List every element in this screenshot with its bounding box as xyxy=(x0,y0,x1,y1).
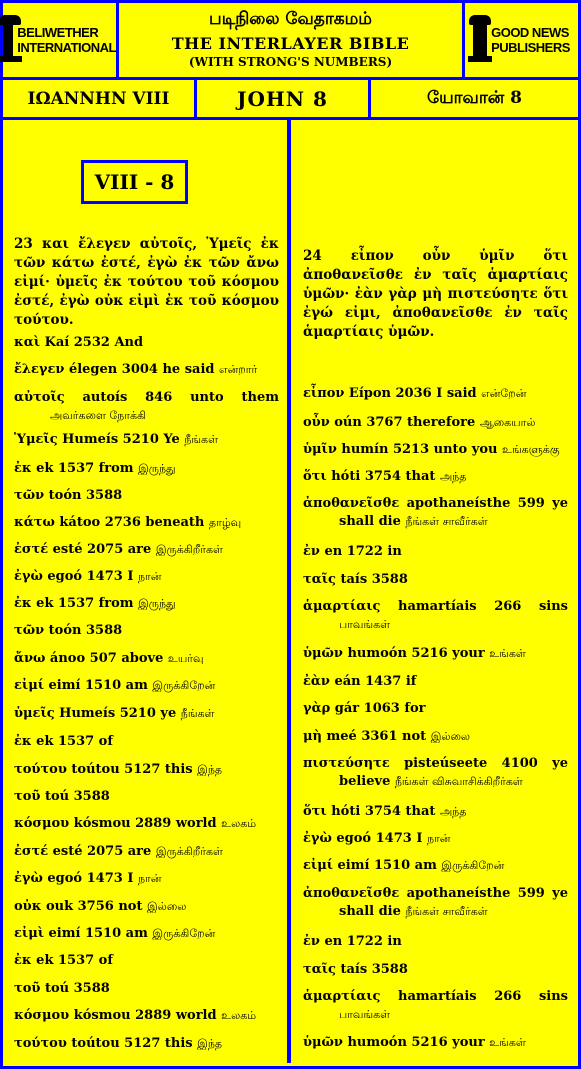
entry-tamil: அவர்களை நோக்கி xyxy=(50,409,147,422)
entry-text: ὅτι hóti 3754 that xyxy=(303,469,436,484)
entry-text: ἐν en 1722 in xyxy=(303,934,402,949)
word-entry xyxy=(303,385,568,403)
entry-tamil: உங்களுக்கு xyxy=(501,443,560,456)
entry-text: ἐγὼ egoó 1473 I xyxy=(14,871,134,886)
entry-tamil: என்றேன் xyxy=(481,387,527,400)
logo-line-1: BELIWETHER xyxy=(17,25,99,40)
entry-text: ὅτι hóti 3754 that xyxy=(303,804,436,819)
entry-text: κόσμου kósmou 2889 world xyxy=(14,1008,217,1023)
entry-tamil: உங்கள் xyxy=(489,1036,526,1049)
title-block xyxy=(116,0,465,80)
entry-text: οὖν oún 3767 therefore xyxy=(303,415,476,430)
entry-tamil: இருக்கிறேன் xyxy=(152,927,216,940)
word-entry xyxy=(303,468,568,486)
entry-tamil: நான் xyxy=(426,832,451,845)
entry-continuation-text: believe xyxy=(339,774,391,789)
word-entry xyxy=(14,487,279,505)
entry-tamil: நீங்கள் சாவீர்கள் xyxy=(405,905,488,918)
column-divider xyxy=(287,117,291,1063)
entry-tamil: நான் xyxy=(137,570,162,583)
word-entry xyxy=(14,843,279,861)
word-entry xyxy=(14,815,279,833)
word-entry xyxy=(14,788,279,806)
entry-text: ἐκ ek 1537 of xyxy=(14,953,113,968)
entry-text: ἀποθανεῖσθε apothaneísthe 599 ye xyxy=(303,496,568,511)
entry-continuation xyxy=(303,1006,568,1024)
entry-text: ὑμεῖς Humeís 5210 ye xyxy=(14,706,177,721)
entry-text: ἐὰν eán 1437 if xyxy=(303,674,417,689)
entry-tamil: ஆகையால் xyxy=(479,416,536,429)
entry-text: ἐν en 1722 in xyxy=(303,544,402,559)
bellwether-logo xyxy=(0,0,119,80)
entry-tamil: அந்த xyxy=(439,805,467,818)
entry-text: αὐτοῖς autoís 846 unto them xyxy=(14,390,279,405)
chapter-label: VIII - 8 xyxy=(81,160,188,204)
entry-tamil: இல்லை xyxy=(430,730,471,743)
entry-tamil: அந்த xyxy=(439,470,467,483)
entry-continuation-text: shall die xyxy=(339,904,401,919)
word-entry xyxy=(303,414,568,432)
entry-tamil: இருந்து xyxy=(138,462,176,475)
entry-tamil: நான் xyxy=(137,872,162,885)
entry-text: ἐστέ esté 2075 are xyxy=(14,844,152,859)
word-entry xyxy=(14,541,279,559)
entry-text: Ὑμεῖς Humeís 5210 Ye xyxy=(14,432,180,447)
entry-tamil: நீங்கள் xyxy=(184,433,218,446)
verse-24-text: 24 εἶπον οὖν ὑμῖν ὅτι ἀποθανεῖσθε ἐν ταῖς ἁμαρτίαις ὑμῶν· ἐὰν γὰρ μὴ πιστεύσητε ὅτι ἐγώ εἰμι, ἀποθανεῖσθε ἐν ταῖς ἁμαρτίαις ὑμῶν. xyxy=(303,248,568,340)
entry-text: πιστεύσητε pisteúseete 4100 ye xyxy=(303,756,568,771)
word-entry xyxy=(14,870,279,888)
entry-tamil: நீங்கள் சாவீர்கள் xyxy=(405,515,488,528)
entry-tamil: உயர்வு xyxy=(167,652,204,665)
word-entry xyxy=(303,598,568,634)
word-entry xyxy=(14,898,279,916)
word-entry xyxy=(14,925,279,943)
word-entry xyxy=(14,361,279,379)
entry-continuation xyxy=(14,407,279,425)
word-entry xyxy=(14,980,279,998)
entry-text: ἐγὼ egoó 1473 I xyxy=(303,831,423,846)
entry-text: ἔλεγεν élegen 3004 he said xyxy=(14,362,215,377)
entry-text: εἰμί eimí 1510 am xyxy=(303,858,437,873)
logo-line-1: GOOD NEWS xyxy=(491,25,569,40)
word-entry xyxy=(303,961,568,979)
entry-tamil: தாழ்வு xyxy=(208,516,242,529)
entry-continuation xyxy=(303,773,568,791)
entry-text: ταῖς taís 3588 xyxy=(303,962,408,977)
entry-text: τούτου toútou 5127 this xyxy=(14,1036,193,1051)
entry-text: ἐκ ek 1537 of xyxy=(14,734,113,749)
entry-continuation xyxy=(303,616,568,634)
word-entry xyxy=(303,441,568,459)
logo-line-2: PUBLISHERS xyxy=(491,40,570,55)
entry-tamil: என்றார் xyxy=(219,363,258,376)
subtitle: (WITH STRONG'S NUMBERS) xyxy=(188,55,393,69)
title-tamil: படிநிலை வேதாகமம் xyxy=(209,9,372,29)
entry-tamil: இந்த xyxy=(197,1037,223,1050)
title-english: THE INTERLAYER BIBLE xyxy=(171,34,410,53)
entry-tamil: உலகம் xyxy=(221,817,257,830)
word-entry xyxy=(14,952,279,970)
word-entry xyxy=(303,543,568,561)
entry-continuation-text: shall die xyxy=(339,514,401,529)
word-entry xyxy=(14,431,279,449)
word-entry xyxy=(303,1034,568,1052)
word-entry xyxy=(14,1007,279,1025)
entry-text: ὑμῶν humoón 5216 your xyxy=(303,646,485,661)
word-entry xyxy=(14,705,279,723)
good-news-logo xyxy=(462,0,581,80)
entry-text: οὐκ ouk 3756 not xyxy=(14,899,143,914)
entry-tamil: இருக்கிறீர்கள் xyxy=(155,845,223,858)
entry-text: ἐκ ek 1537 from xyxy=(14,596,134,611)
word-entry xyxy=(14,334,279,352)
entry-text: κόσμου kósmou 2889 world xyxy=(14,816,217,831)
word-entry xyxy=(14,460,279,478)
entry-text: μὴ meé 3361 not xyxy=(303,729,427,744)
entry-text: γὰρ gár 1063 for xyxy=(303,701,426,716)
word-entry xyxy=(14,622,279,640)
word-entry xyxy=(14,389,279,425)
entry-tamil: இருக்கிறீர்கள் xyxy=(155,543,223,556)
entry-tamil: இருக்கிறேன் xyxy=(152,679,216,692)
entry-text: εἰμί eimí 1510 am xyxy=(14,678,148,693)
verse-23-text: 23 και ἔλεγεν αὐτοῖς, Ὑμεῖς ἐκ τῶν κάτω ἐστέ, ἐγὼ ἐκ τῶν ἄνω εἰμί· ὑμεῖς ἐκ τούτου τοῦ κόσμου ἐστέ, ἐγὼ οὐκ εἰμὶ ἐκ τοῦ κόσμου τούτου. xyxy=(14,236,279,328)
entry-text: ὑμῶν humoón 5216 your xyxy=(303,1035,485,1050)
greek-book-title: ΙΩΑΝΝΗΝ VIII xyxy=(0,77,197,120)
word-entry xyxy=(303,495,568,531)
entry-tamil: இந்த xyxy=(197,763,223,776)
entry-tamil: உலகம் xyxy=(221,1009,257,1022)
word-entry xyxy=(303,933,568,951)
entry-text: τοῦ toú 3588 xyxy=(14,789,110,804)
word-entry xyxy=(303,571,568,589)
word-entry xyxy=(14,514,279,532)
word-entry xyxy=(303,885,568,921)
entry-text: τοῦ toú 3588 xyxy=(14,981,110,996)
entry-text: ὑμῖν humín 5213 unto you xyxy=(303,442,498,457)
word-entry xyxy=(14,595,279,613)
entry-text: ἁμαρτίαις hamartíais 266 sins xyxy=(303,989,568,1004)
entry-text: ἐστέ esté 2075 are xyxy=(14,542,152,557)
entry-text: κάτω kátoo 2736 beneath xyxy=(14,515,205,530)
entry-text: ἐγὼ egoó 1473 I xyxy=(14,569,134,584)
word-entry xyxy=(14,677,279,695)
entry-tamil: நீங்கள் விசுவாசிக்கிறீர்கள் xyxy=(394,775,523,788)
word-entry xyxy=(14,568,279,586)
entry-continuation xyxy=(303,513,568,531)
entry-text: καὶ Kaí 2532 And xyxy=(14,335,144,350)
entry-text: τούτου toútou 5127 this xyxy=(14,762,193,777)
entry-text: ἀποθανεῖσθε apothaneísthe 599 ye xyxy=(303,886,568,901)
word-entry xyxy=(14,733,279,751)
entry-tamil: இருக்கிறேன் xyxy=(441,859,505,872)
entry-text: ἐκ ek 1537 from xyxy=(14,461,134,476)
entry-tamil: பாவங்கள் xyxy=(339,1008,391,1021)
entry-tamil: நீங்கள் xyxy=(180,707,215,720)
word-entry xyxy=(303,857,568,875)
tamil-book-title: யோவான் 8 xyxy=(368,77,581,120)
entry-text: εἶπον Eípon 2036 I said xyxy=(303,386,477,401)
bell-icon xyxy=(473,18,487,62)
entry-text: ἁμαρτίαις hamartíais 266 sins xyxy=(303,599,568,614)
entry-text: ἄνω ánoo 507 above xyxy=(14,651,164,666)
entry-tamil: பாவங்கள் xyxy=(339,618,391,631)
word-entry xyxy=(303,755,568,791)
word-entry xyxy=(303,728,568,746)
word-entry xyxy=(14,1035,279,1053)
english-book-title: JOHN 8 xyxy=(194,77,371,120)
word-entry xyxy=(14,650,279,668)
entry-tamil: இல்லை xyxy=(146,900,187,913)
word-entry xyxy=(14,761,279,779)
entry-continuation xyxy=(303,903,568,921)
bell-icon xyxy=(3,18,13,62)
word-entry xyxy=(303,700,568,718)
good-news-logo-text xyxy=(491,25,570,55)
entry-text: ταῖς taís 3588 xyxy=(303,572,408,587)
entry-tamil: இருந்து xyxy=(138,597,176,610)
entry-text: εἰμὶ eimí 1510 am xyxy=(14,926,148,941)
word-entry xyxy=(303,988,568,1024)
entry-text: τῶν toón 3588 xyxy=(14,623,123,638)
logo-line-2: INTERNATIONAL xyxy=(17,40,116,55)
bellwether-logo-text xyxy=(17,25,116,55)
entry-tamil: உங்கள் xyxy=(489,647,526,660)
word-entry xyxy=(303,673,568,691)
word-entry xyxy=(303,645,568,663)
word-entry xyxy=(303,830,568,848)
entry-text: τῶν toón 3588 xyxy=(14,488,123,503)
word-entry xyxy=(303,803,568,821)
